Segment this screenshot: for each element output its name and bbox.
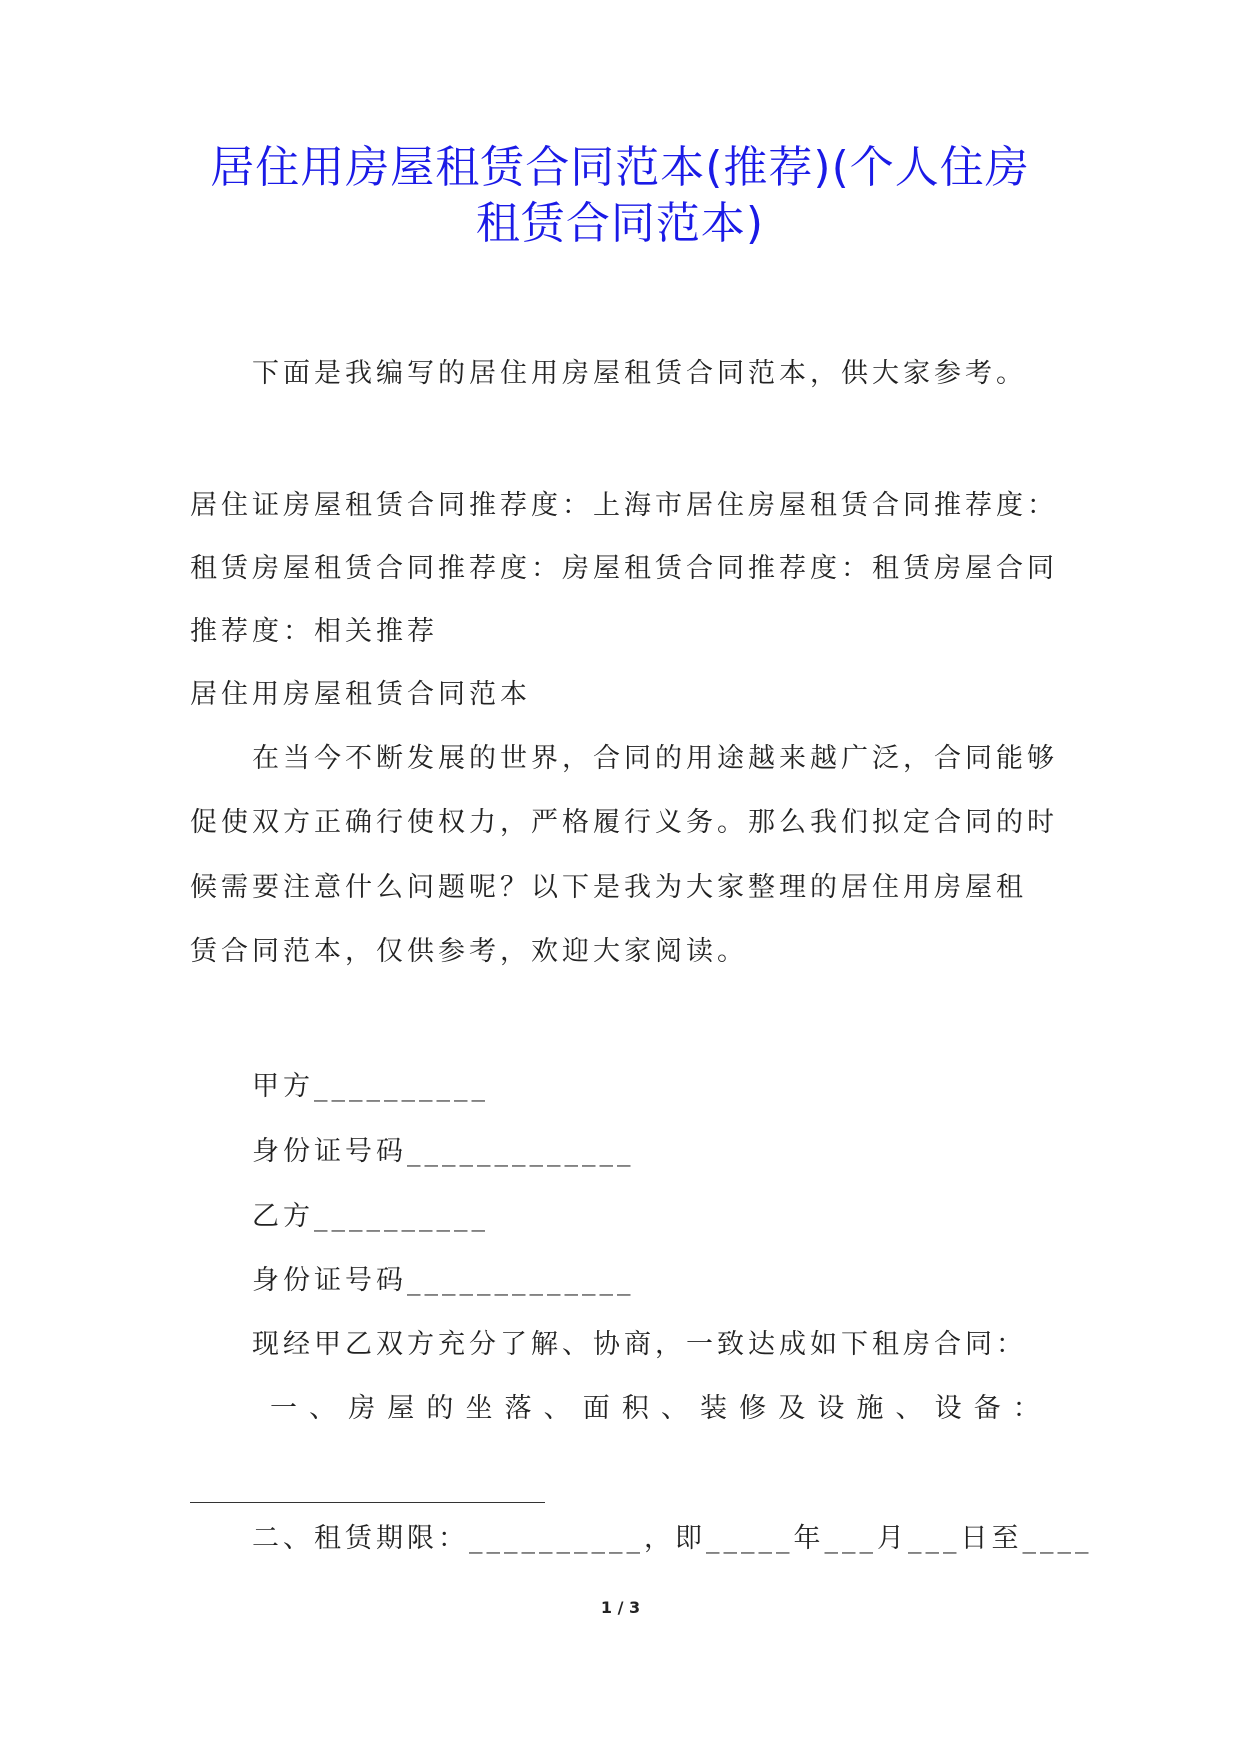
clause-1-char: 、 (543, 1393, 571, 1424)
clause-1-char: 积 (621, 1393, 649, 1424)
clause-1-char: 面 (582, 1393, 610, 1424)
clause-1-char: 修 (739, 1393, 767, 1424)
clause-1-char: 坐 (465, 1393, 493, 1424)
clause-1-char: 一 (270, 1393, 297, 1424)
intro-paragraph: 下面是我编写的居住用房屋租赁合同范本，供大家参考。 (252, 358, 1027, 389)
clause-1-char: 、 (660, 1393, 688, 1424)
body-paragraph-line-4: 赁合同范本，仅供参考，欢迎大家阅读。 (190, 936, 748, 967)
party-b-field: 乙方__________ (252, 1201, 489, 1232)
clause-1-char: 落 (504, 1393, 532, 1424)
page-number: 1 / 3 (600, 1598, 641, 1617)
clause-1-char: 设 (934, 1393, 962, 1424)
clause-1-char: 房 (348, 1393, 376, 1424)
clause-1-char: 设 (817, 1393, 845, 1424)
section-subtitle: 居住用房屋租赁合同范本 (190, 679, 531, 710)
clause-1-char: 装 (700, 1393, 728, 1424)
clause-1-heading (270, 1391, 1040, 1427)
recommendation-line-3: 推荐度：相关推荐 (190, 616, 438, 647)
clause-1-char: 及 (778, 1393, 806, 1424)
clause-1-char: 、 (895, 1393, 923, 1424)
clause-1-char: 、 (309, 1393, 337, 1424)
body-paragraph-line-3: 候需要注意什么问题呢？以下是我为大家整理的居住用房屋租 (190, 872, 1027, 903)
agreement-statement: 现经甲乙双方充分了解、协商，一致达成如下租房合同： (252, 1329, 1027, 1360)
clause-1-char: 施 (856, 1393, 884, 1424)
clause-1-blank-line (190, 1502, 545, 1503)
party-a-field: 甲方__________ (252, 1071, 489, 1102)
recommendation-line-1: 居住证房屋租赁合同推荐度：上海市居住房屋租赁合同推荐度： (190, 490, 1058, 521)
clause-1-char: 备 (973, 1393, 1001, 1424)
clause-1-char: ： (1012, 1393, 1040, 1424)
party-a-id-field: 身份证号码_____________ (252, 1136, 635, 1167)
clause-1-char: 屋 (387, 1393, 415, 1424)
document-title-line-2: 租赁合同范本) (475, 198, 765, 249)
recommendation-line-2: 租赁房屋租赁合同推荐度：房屋租赁合同推荐度：租赁房屋合同 (190, 553, 1058, 584)
clause-2-lease-term: 二、租赁期限：__________，即_____年___月___日至____ (252, 1523, 1093, 1554)
party-b-id-field: 身份证号码_____________ (252, 1265, 635, 1296)
body-paragraph-line-2: 促使双方正确行使权力，严格履行义务。那么我们拟定合同的时 (190, 807, 1058, 838)
body-paragraph-line-1: 在当今不断发展的世界，合同的用途越来越广泛，合同能够 (252, 743, 1058, 774)
document-title-line-1: 居住用房屋租赁合同范本(推荐)(个人住房 (210, 142, 1030, 193)
clause-1-char: 的 (426, 1393, 454, 1424)
